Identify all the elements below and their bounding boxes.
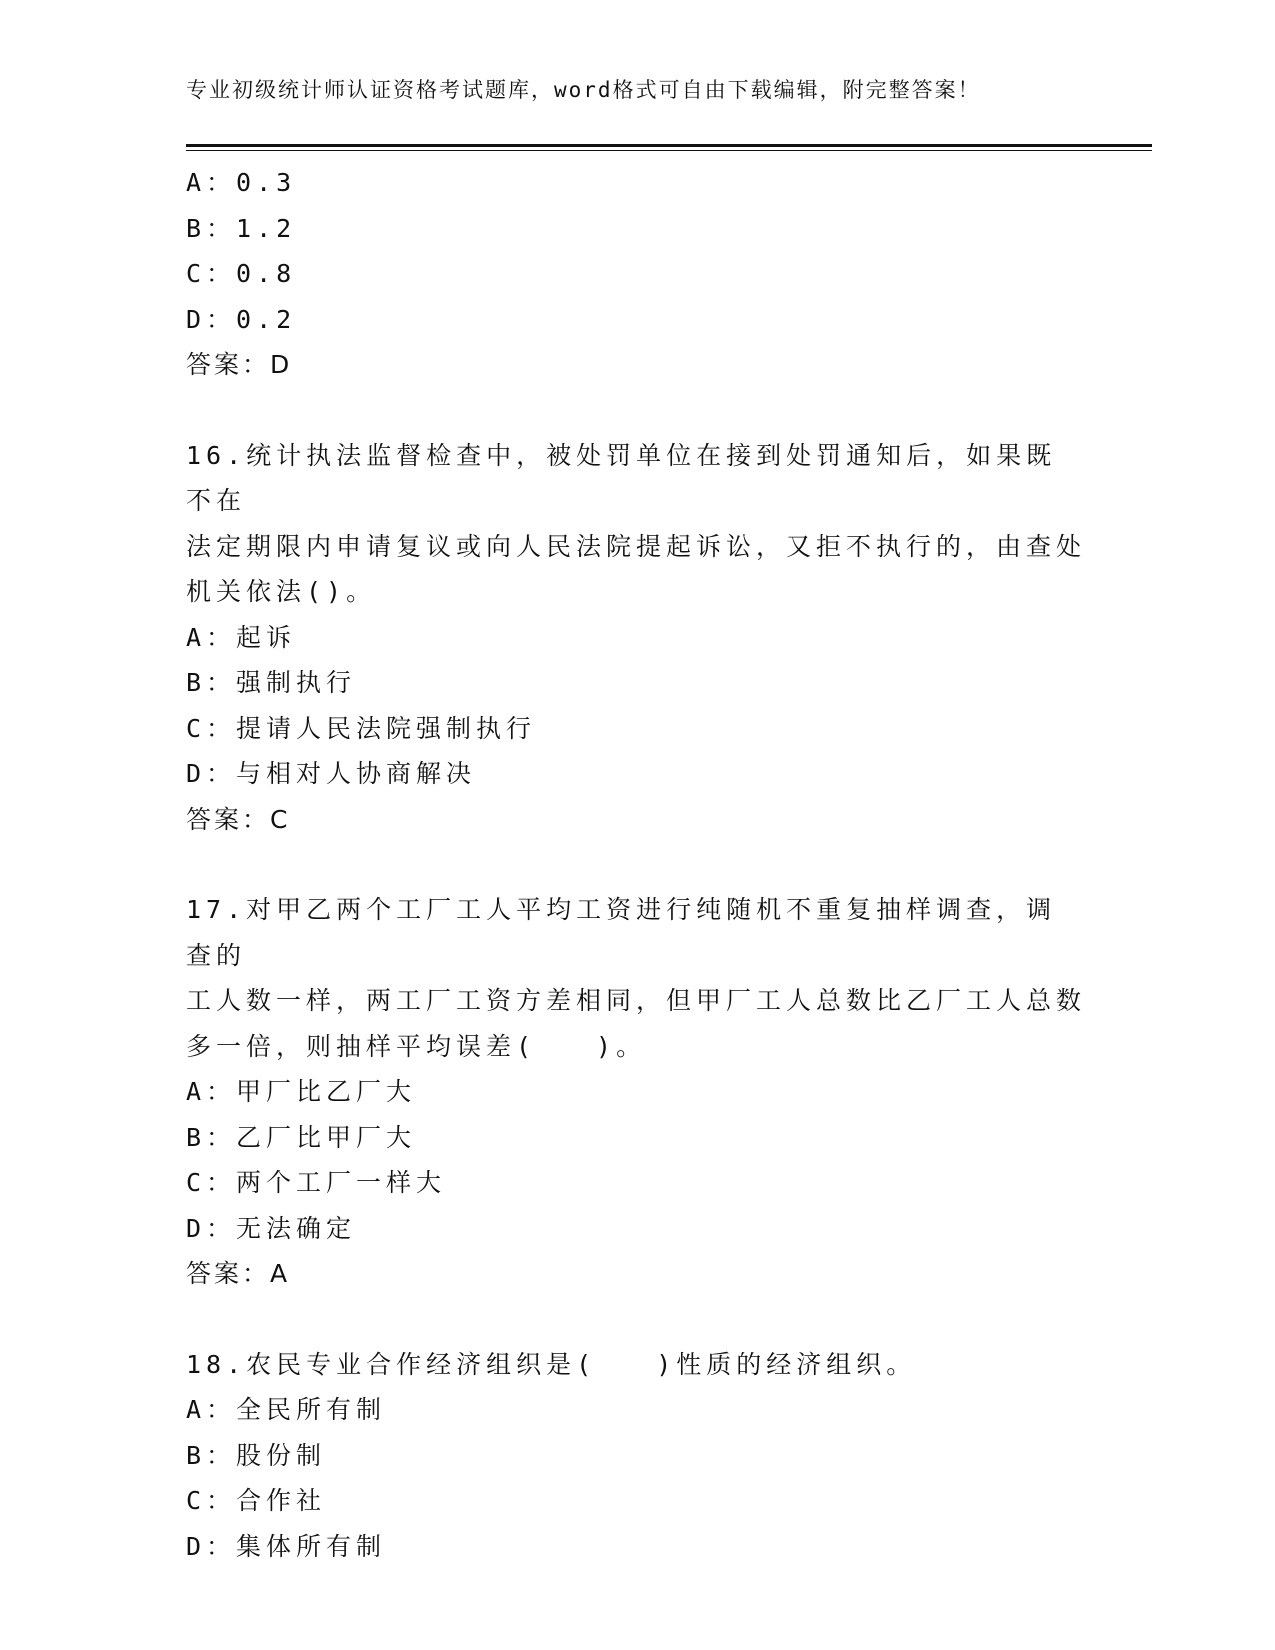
option-b: B：1.2 (186, 213, 297, 243)
stem-line: 18.农民专业合作经济组织是( )性质的经济组织。 (186, 1349, 917, 1379)
option-a: A：全民所有制 (186, 1395, 387, 1424)
option-c: C：合作社 (186, 1486, 327, 1515)
option-d: D：集体所有制 (186, 1531, 387, 1561)
option-a: A：0.3 (186, 168, 297, 197)
question-stem (186, 433, 1086, 615)
option-d: D：0.2 (186, 304, 297, 334)
stem-line: 工人数一样，两工厂工资方差相同，但甲厂工人总数比乙厂工人总数 (186, 986, 1087, 1015)
option-d: D：无法确定 (186, 1213, 357, 1243)
option-b: B：强制执行 (186, 668, 357, 697)
option-c: C：提请人民法院强制执行 (186, 713, 537, 743)
option-d: D：与相对人协商解决 (186, 759, 477, 788)
question-stem (186, 887, 1086, 1069)
option-c: C：两个工厂一样大 (186, 1168, 447, 1197)
page-header: 专业初级统计师认证资格考试题库，word格式可自由下载编辑，附完整答案！ (186, 78, 981, 102)
stem-line: 17.对甲乙两个工厂工人平均工资进行纯随机不重复抽样调查，调查的 (186, 895, 1057, 970)
option-a: A：甲厂比乙厂大 (186, 1077, 417, 1106)
stem-line: 机关依法()。 (186, 577, 377, 606)
header-rule-thin (186, 150, 1152, 151)
answer: 答案：D (186, 350, 293, 379)
previous-question-options (186, 160, 1086, 388)
stem-line: 多一倍，则抽样平均误差( )。 (186, 1031, 647, 1061)
stem-line: 16.统计执法监督检查中，被处罚单位在接到处罚通知后，如果既不在 (186, 440, 1057, 515)
header-rule-thick (186, 144, 1152, 147)
option-b: B：股份制 (186, 1440, 327, 1470)
question-18 (186, 1342, 1086, 1570)
option-b: B：乙厂比甲厂大 (186, 1122, 417, 1152)
stem-line: 法定期限内申请复议或向人民法院提起诉讼，又拒不执行的，由查处 (186, 531, 1087, 561)
answer: 答案：C (186, 804, 291, 834)
option-c: C：0.8 (186, 259, 297, 288)
question-17 (186, 887, 1086, 1297)
document-body (186, 160, 1086, 1569)
question-stem (186, 1342, 1086, 1388)
question-16 (186, 433, 1086, 843)
answer: 答案：A (186, 1259, 291, 1288)
option-a: A：起诉 (186, 622, 297, 652)
